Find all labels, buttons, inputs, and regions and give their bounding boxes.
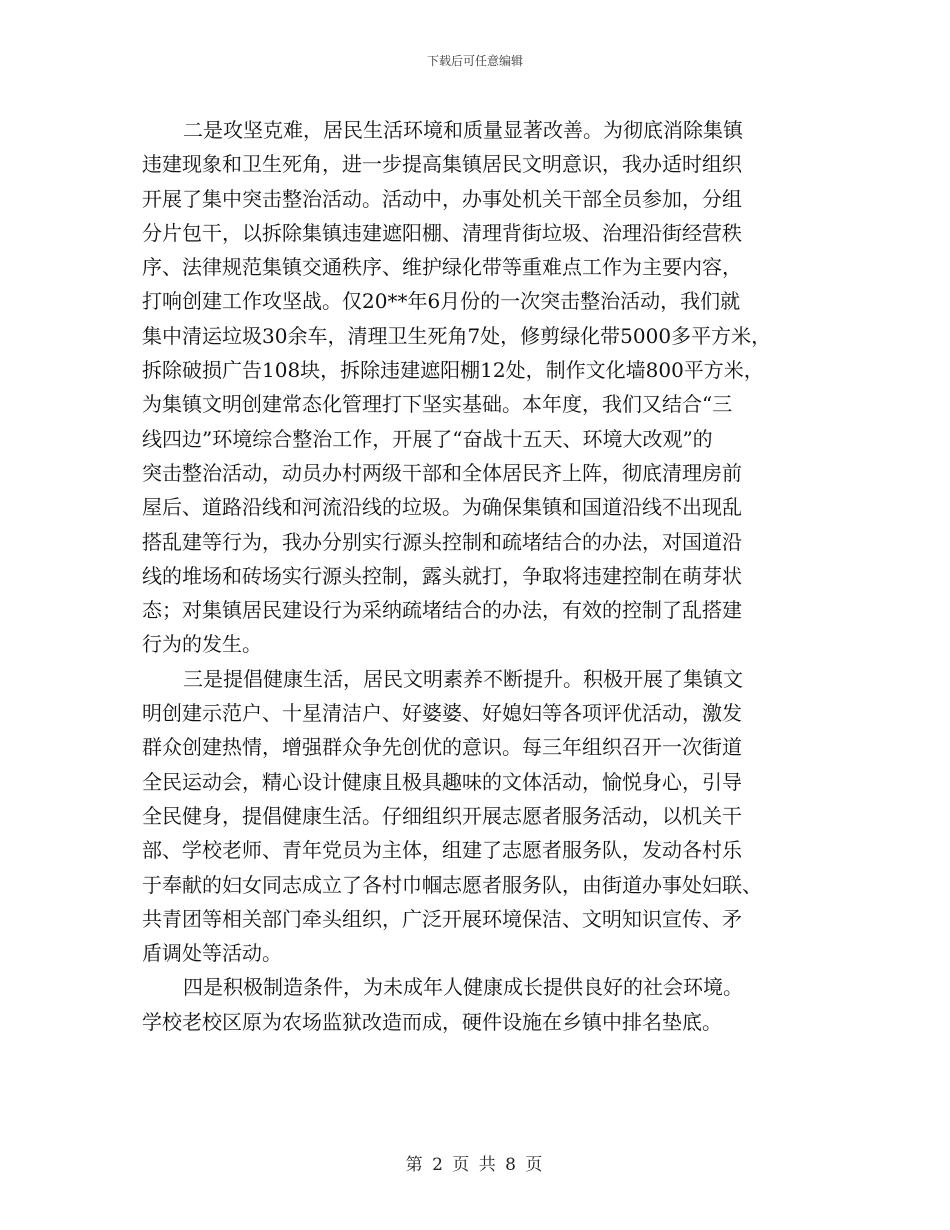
text-line: 分片包干，以拆除集镇违建遮阳棚、清理背街垃圾、治理沿街经营秩 <box>142 220 742 245</box>
document-body <box>142 113 822 1039</box>
text-line: 屋后、道路沿线和河流沿线的垃圾。为确保集镇和国道沿线不出现乱 <box>142 495 742 520</box>
header-note: 下载后可任意编辑 <box>426 54 523 68</box>
text-line: 搭乱建等行为，我办分别实行源头控制和疏堵结合的办法，对国道沿 <box>142 529 742 554</box>
text-line: 全民健身，提倡健康生活。仔细组织开展志愿者服务活动，以机关干 <box>142 803 742 828</box>
text-line: 序、法律规范集镇交通秩序、维护绿化带等重难点工作为主要内容， <box>142 255 742 280</box>
text-line: 共青团等相关部门牵头组织，广泛开展环境保洁、文明知识宣传、矛 <box>142 906 742 931</box>
page-number: 第 2 页 共 8 页 <box>405 1155 545 1175</box>
paragraph-first-line: 四是积极制造条件，为未成年人健康成长提供良好的社会环境。 <box>183 975 743 1000</box>
paragraph-first-line: 三是提倡健康生活，居民文明素养不断提升。积极开展了集镇文 <box>183 666 743 691</box>
text-line: 明创建示范户、十星清洁户、好婆婆、好媳妇等各项评优活动，激发 <box>142 701 742 726</box>
text-line: 于奉献的妇女同志成立了各村巾帼志愿者服务队，由街道办事处妇联、 <box>142 872 762 897</box>
paragraph-first-line: 二是攻坚克难，居民生活环境和质量显著改善。为彻底消除集镇 <box>183 118 743 142</box>
text-line: 打响创建工作攻坚战。仅20**年6月份的一次突击整治活动，我们就 <box>142 289 741 314</box>
text-line: 全民运动会，精心设计健康且极具趣味的文体活动，愉悦身心，引导 <box>142 769 742 794</box>
text-line: 突击整治活动，动员办村两级干部和全体居民齐上阵，彻底清理房前 <box>142 460 742 485</box>
text-line: 学校老校区原为农场监狱改造而成，硬件设施在乡镇中排名垫底。 <box>142 1009 722 1034</box>
text-line: 线的堆场和砖场实行源头控制，露头就打，争取将违建控制在萌芽状 <box>142 563 742 588</box>
text-line: 线四边”环境综合整治工作，开展了“奋战十五天、环境大改观”的 <box>142 426 713 451</box>
text-line: 集中清运垃圾30余车，清理卫生死角7处，修剪绿化带5000多平方米， <box>142 323 772 348</box>
text-line: 群众创建热情，增强群众争先创优的意识。每三年组织召开一次街道 <box>142 735 742 760</box>
text-line: 开展了集中突击整治活动。活动中，办事处机关干部全员参加，分组 <box>142 186 742 211</box>
text-line: 行为的发生。 <box>142 632 262 657</box>
text-line: 部、学校老师、青年党员为主体，组建了志愿者服务队，发动各村乐 <box>142 838 742 863</box>
text-line: 为集镇文明创建常态化管理打下坚实基础。本年度，我们又结合“三 <box>142 392 733 417</box>
text-line: 态；对集镇居民建设行为采纳疏堵结合的办法，有效的控制了乱搭建 <box>142 598 742 623</box>
text-line: 拆除破损广告108块，拆除违建遮阳棚12处，制作文化墙800平方米， <box>142 358 764 383</box>
text-line: 盾调处等活动。 <box>142 941 282 966</box>
text-line: 违建现象和卫生死角，进一步提高集镇居民文明意识，我办适时组织 <box>142 152 742 177</box>
